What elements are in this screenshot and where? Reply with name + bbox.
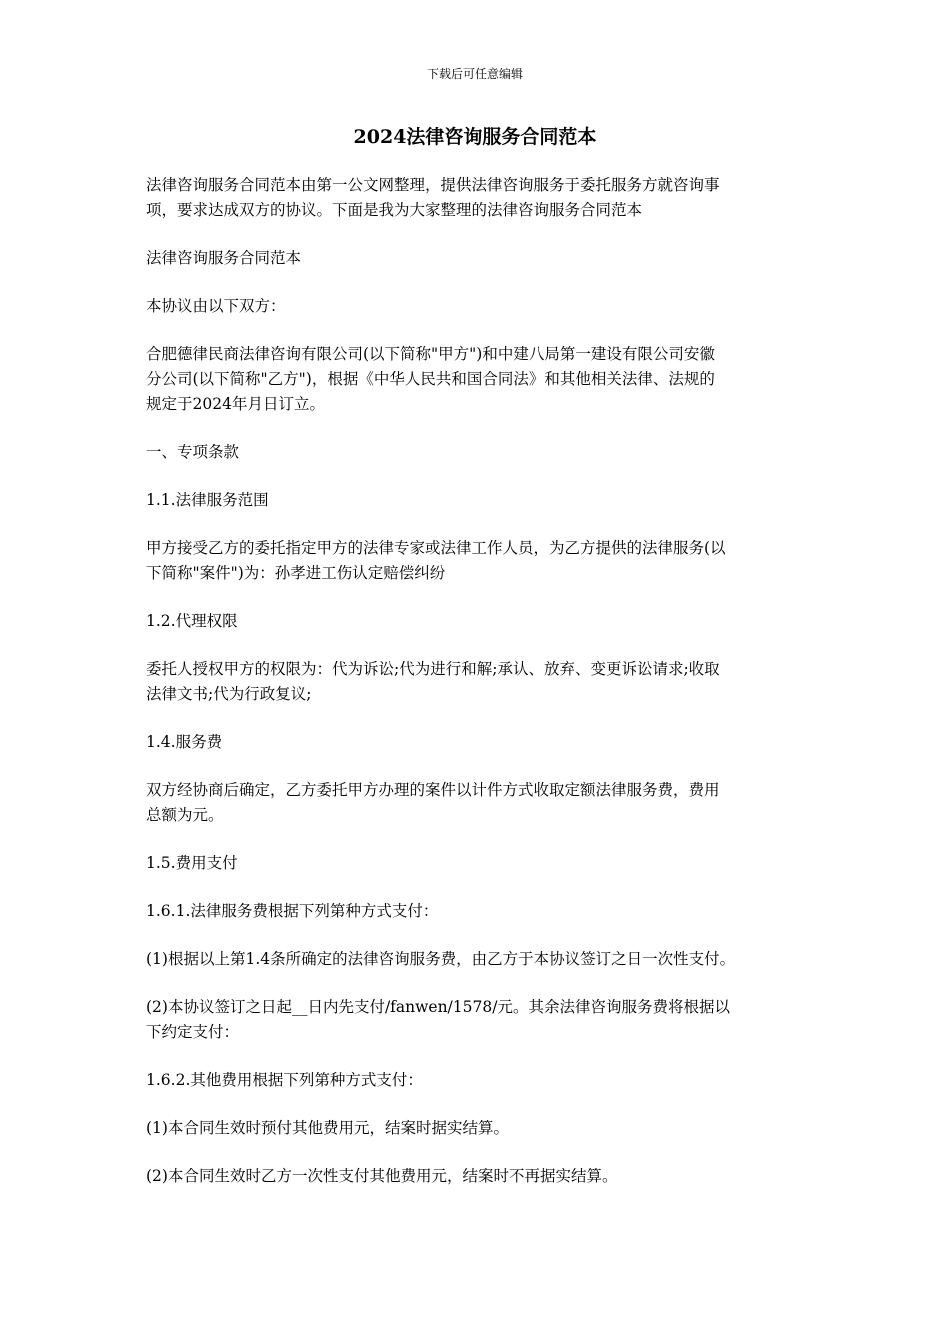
paragraph bbox=[146, 342, 818, 417]
text-line: (2)本合同生效时乙方一次性支付其他费用元，结案时不再据实结算。 bbox=[146, 1167, 618, 1185]
paragraph bbox=[146, 246, 818, 271]
paragraph bbox=[146, 488, 818, 513]
paragraph bbox=[146, 609, 818, 634]
text-line: 法律咨询服务合同范本 bbox=[146, 249, 302, 267]
text-line: 法律咨询服务合同范本由第一公文网整理，提供法律咨询服务于委托服务方就咨询事 bbox=[146, 176, 720, 194]
text-line: 项，要求达成双方的协议。下面是我为大家整理的法律咨询服务合同范本 bbox=[146, 201, 643, 219]
header-note: 下载后可任意编辑 bbox=[426, 67, 523, 81]
text-line: 法律文书;代为行政复议; bbox=[146, 685, 312, 703]
text-line: 委托人授权甲方的权限为：代为诉讼;代为进行和解;承认、放弃、变更诉讼请求;收取 bbox=[146, 660, 720, 678]
paragraph bbox=[146, 1164, 818, 1189]
text-line: 1.6.1.法律服务费根据下列第种方式支付： bbox=[146, 902, 439, 920]
text-line: (1)本合同生效时预付其他费用元，结案时据实结算。 bbox=[146, 1119, 509, 1137]
text-line: 1.6.2.其他费用根据下列第种方式支付： bbox=[146, 1071, 423, 1089]
document-title: 2024法律咨询服务合同范本 bbox=[353, 126, 597, 148]
paragraph bbox=[146, 730, 818, 755]
paragraph bbox=[146, 294, 818, 319]
text-line: 下简称"案件")为：孙孝进工伤认定赔偿纠纷 bbox=[146, 564, 446, 582]
paragraph bbox=[146, 851, 818, 876]
document-body bbox=[146, 173, 818, 1212]
text-line: 合肥德律民商法律咨询有限公司(以下简称"甲方")和中建八局第一建设有限公司安徽 bbox=[146, 345, 715, 363]
paragraph bbox=[146, 657, 818, 707]
text-line: 1.2.代理权限 bbox=[146, 612, 238, 630]
text-line: 甲方接受乙方的委托指定甲方的法律专家或法律工作人员，为乙方提供的法律服务(以 bbox=[146, 539, 726, 557]
paragraph bbox=[146, 536, 818, 586]
text-line: 双方经协商后确定，乙方委托甲方办理的案件以计件方式收取定额法律服务费，费用 bbox=[146, 781, 720, 799]
text-line: (1)根据以上第1.4条所确定的法律咨询服务费，由乙方于本协议签订之日一次性支付。 bbox=[146, 950, 736, 968]
text-line: 规定于2024年月日订立。 bbox=[146, 395, 325, 413]
text-line: (2)本协议签订之日起__日内先支付/fanwen/1578/元。其余法律咨询服务费将根据以 bbox=[146, 998, 730, 1016]
text-line: 一、专项条款 bbox=[146, 443, 240, 461]
text-line: 分公司(以下简称"乙方")，根据《中华人民共和国合同法》和其他相关法律、法规的 bbox=[146, 370, 715, 388]
text-line: 下约定支付： bbox=[146, 1023, 240, 1041]
paragraph bbox=[146, 778, 818, 828]
paragraph bbox=[146, 173, 818, 223]
paragraph bbox=[146, 1068, 818, 1093]
paragraph bbox=[146, 947, 818, 972]
text-line: 1.5.费用支付 bbox=[146, 854, 238, 872]
paragraph bbox=[146, 1116, 818, 1141]
text-line: 本协议由以下双方： bbox=[146, 297, 286, 315]
text-line: 总额为元。 bbox=[146, 806, 224, 824]
paragraph bbox=[146, 995, 818, 1045]
paragraph bbox=[146, 899, 818, 924]
text-line: 1.4.服务费 bbox=[146, 733, 223, 751]
paragraph bbox=[146, 440, 818, 465]
text-line: 1.1.法律服务范围 bbox=[146, 491, 269, 509]
